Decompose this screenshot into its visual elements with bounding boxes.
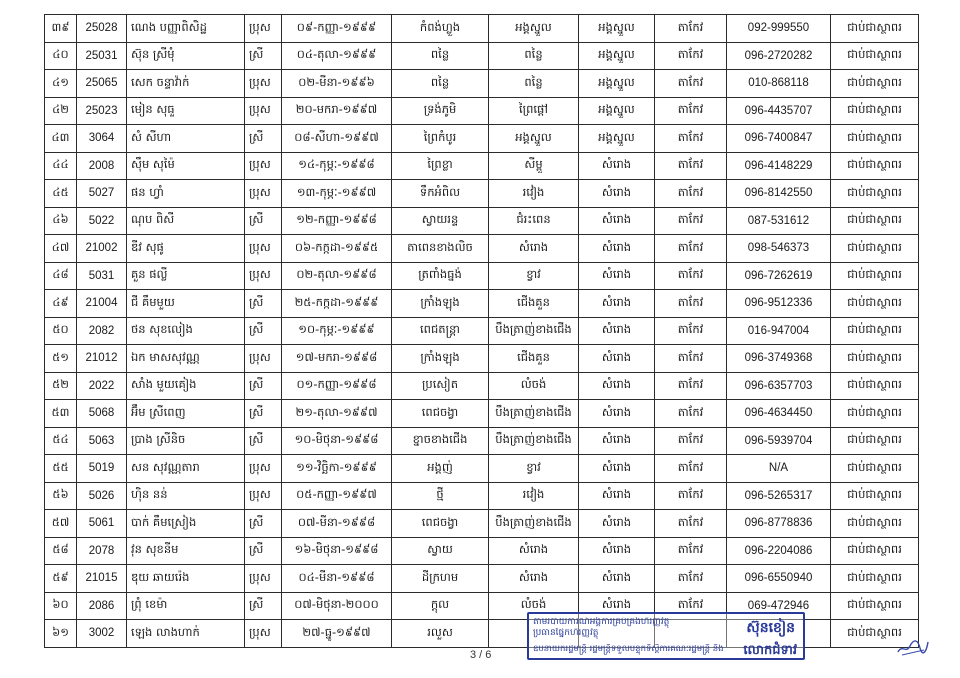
date-of-birth-cell: ០៧-មិថុនា-២០០០ (282, 592, 392, 620)
commune-cell: បឹងត្រាញ់ខាងជើង (489, 317, 579, 345)
student-id-cell: 5027 (77, 180, 127, 208)
student-id-cell: 2022 (77, 372, 127, 400)
province-cell: តាកែវ (655, 427, 727, 455)
row-number-cell: ៤៤ (45, 152, 77, 180)
student-id-cell: 2078 (77, 537, 127, 565)
district-cell: សំរោង (579, 152, 655, 180)
district-cell: សំរោង (579, 537, 655, 565)
village-cell: ពន្លៃ (392, 70, 489, 98)
district-cell: អង្គស្នួល (579, 97, 655, 125)
table-row (45, 317, 919, 345)
commune-cell: បឹងត្រាញ់ខាងជើង (489, 510, 579, 538)
student-id-cell: 5063 (77, 427, 127, 455)
status-cell: ជាប់ជាស្ថាពរ (831, 345, 919, 373)
date-of-birth-cell: ០២-មីនា-១៩៩៦ (282, 70, 392, 98)
province-cell: តាកែវ (655, 152, 727, 180)
student-name-cell: ស៊ុន ស្រីមុំ (127, 42, 245, 70)
village-cell: ពេជចង្វា (392, 510, 489, 538)
student-id-cell: 21002 (77, 235, 127, 263)
row-number-cell: ៥៩ (45, 565, 77, 593)
row-number-cell: ៥៦ (45, 482, 77, 510)
village-cell: ថ្មី (392, 482, 489, 510)
status-cell: ជាប់ជាស្ថាពរ (831, 400, 919, 428)
province-cell: តាកែវ (655, 262, 727, 290)
province-cell: តាកែវ (655, 235, 727, 263)
student-name-cell: ឡេង លាងហាក់ (127, 620, 245, 648)
status-cell: ជាប់ជាស្ថាពរ (831, 565, 919, 593)
date-of-birth-cell: ១៣-កុម្ភៈ-១៩៩៧ (282, 180, 392, 208)
province-cell: តាកែវ (655, 345, 727, 373)
date-of-birth-cell: ១១-វិច្ឆិកា-១៩៩៩ (282, 455, 392, 483)
student-id-cell: 21015 (77, 565, 127, 593)
student-id-cell: 25023 (77, 97, 127, 125)
student-id-cell: 25031 (77, 42, 127, 70)
student-name-cell: វុន សុខនីម (127, 537, 245, 565)
student-id-cell: 21012 (77, 345, 127, 373)
official-stamp (527, 612, 805, 660)
student-name-cell: ឌុយ ឆាយរ៉េង (127, 565, 245, 593)
date-of-birth-cell: ០២-តុលា-១៩៩៨ (282, 262, 392, 290)
date-of-birth-cell: ១០-មិថុនា-១៩៩៨ (282, 427, 392, 455)
date-of-birth-cell: ០៥-កញ្ញា-១៩៩៧ (282, 482, 392, 510)
commune-cell: សំរោង (489, 565, 579, 593)
sex-cell: ប្រុស (245, 455, 282, 483)
village-cell: រលួស (392, 620, 489, 648)
commune-cell: ព្រៃផ្តៅ (489, 97, 579, 125)
village-cell: អង្គញ់ (392, 455, 489, 483)
student-name-cell: សាំង មួយគៀង (127, 372, 245, 400)
village-cell: ស្វាយ (392, 537, 489, 565)
sex-cell: ស្រី (245, 427, 282, 455)
table-row (45, 455, 919, 483)
district-cell: សំរោង (579, 427, 655, 455)
row-number-cell: ៥៧ (45, 510, 77, 538)
village-cell: ត្រពាំងធ្នង់ (392, 262, 489, 290)
table-row (45, 15, 919, 43)
sex-cell: ប្រុស (245, 482, 282, 510)
table-row (45, 345, 919, 373)
province-cell: តាកែវ (655, 565, 727, 593)
province-cell: តាកែវ (655, 592, 727, 620)
student-name-cell: ព្រុំ ខេម៉ា (127, 592, 245, 620)
district-cell: សំរោង (579, 510, 655, 538)
roster-body (45, 15, 919, 648)
village-cell: ស្វាយរន្ទ (392, 207, 489, 235)
status-cell: ជាប់ជាស្ថាពរ (831, 125, 919, 153)
status-cell: ជាប់ជាស្ថាពរ (831, 235, 919, 263)
row-number-cell: ៤៧ (45, 235, 77, 263)
village-cell: ក្រាំងឡុង (392, 290, 489, 318)
student-name-cell: សន សុវណ្ណតារា (127, 455, 245, 483)
province-cell: តាកែវ (655, 455, 727, 483)
commune-cell: ពន្លៃ (489, 70, 579, 98)
table-row (45, 290, 919, 318)
student-roster-table (44, 14, 919, 648)
row-number-cell: ៥៤ (45, 427, 77, 455)
village-cell: ពន្លៃ (392, 42, 489, 70)
date-of-birth-cell: ២៥-កក្កដា-១៩៩៩ (282, 290, 392, 318)
student-id-cell: 5061 (77, 510, 127, 538)
district-cell: សំរោង (579, 400, 655, 428)
student-name-cell: អ៊ឹម ស្រីពេញ (127, 400, 245, 428)
status-cell: ជាប់ជាស្ថាពរ (831, 207, 919, 235)
phone-number-cell: 096-4634450 (727, 400, 831, 428)
date-of-birth-cell: ១៧-មករា-១៩៩៨ (282, 345, 392, 373)
sex-cell: ស្រី (245, 510, 282, 538)
commune-cell: ជំរះពេន (489, 207, 579, 235)
date-of-birth-cell: ១៦-មិថុនា-១៩៩៨ (282, 537, 392, 565)
district-cell: សំរោង (579, 592, 655, 620)
table-row (45, 42, 919, 70)
date-of-birth-cell: ០៤-មីនា-១៩៩៨ (282, 565, 392, 593)
student-name-cell: ផន ហ្វាំ (127, 180, 245, 208)
district-cell: សំរោង (579, 372, 655, 400)
signature-scribble-icon (896, 636, 930, 658)
commune-cell: រវៀង (489, 180, 579, 208)
table-row (45, 180, 919, 208)
row-number-cell: ៤១ (45, 70, 77, 98)
phone-number-cell: 096-2720282 (727, 42, 831, 70)
student-name-cell: ឯក មាសសុវណ្ណ (127, 345, 245, 373)
village-cell: ពេជចង្វា (392, 400, 489, 428)
row-number-cell: ៤២ (45, 97, 77, 125)
province-cell: តាកែវ (655, 290, 727, 318)
province-cell: តាកែវ (655, 97, 727, 125)
phone-number-cell: 016-947004 (727, 317, 831, 345)
row-number-cell: ៣៩ (45, 15, 77, 43)
student-name-cell: ណុប ពិសី (127, 207, 245, 235)
student-id-cell: 5031 (77, 262, 127, 290)
sex-cell: ស្រី (245, 42, 282, 70)
phone-number-cell: 096-6357703 (727, 372, 831, 400)
sex-cell: ប្រុស (245, 15, 282, 43)
village-cell: ទ្រង់ភូមិ (392, 97, 489, 125)
phone-number-cell: 096-7262619 (727, 262, 831, 290)
village-cell: កំពង់ហ្លួង (392, 15, 489, 43)
student-id-cell: 3002 (77, 620, 127, 648)
village-cell: ដីក្រហម (392, 565, 489, 593)
sex-cell: ស្រី (245, 537, 282, 565)
table-row (45, 565, 919, 593)
table-row (45, 152, 919, 180)
village-cell: ទឹកអំពិល (392, 180, 489, 208)
district-cell: សំរោង (579, 180, 655, 208)
date-of-birth-cell: ២៧-ធ្នូ-១៩៩៧ (282, 620, 392, 648)
sex-cell: ស្រី (245, 372, 282, 400)
row-number-cell: ៦០ (45, 592, 77, 620)
student-name-cell: ណេង បញ្ញាពិសិដ្ឋ (127, 15, 245, 43)
commune-cell: អង្គស្នួល (489, 15, 579, 43)
date-of-birth-cell: ០៨-សីហា-១៩៩៧ (282, 125, 392, 153)
province-cell: តាកែវ (655, 482, 727, 510)
province-cell: តាកែវ (655, 42, 727, 70)
sex-cell: ស្រី (245, 592, 282, 620)
student-name-cell: បាក់ គឹមស្រៀង (127, 510, 245, 538)
row-number-cell: ៥៣ (45, 400, 77, 428)
student-name-cell: ថន សុខលៀង (127, 317, 245, 345)
table-row (45, 482, 919, 510)
student-name-cell: សំ សីហា (127, 125, 245, 153)
status-cell: ជាប់ជាស្ថាពរ (831, 42, 919, 70)
stamp-line-2: ប្រធានផ្នែកហិរញ្ញវត្ថុ (533, 628, 599, 638)
row-number-cell: ៤៥ (45, 180, 77, 208)
phone-number-cell: 098-546373 (727, 235, 831, 263)
village-cell: ខ្នាចខាងជើង (392, 427, 489, 455)
province-cell: តាកែវ (655, 207, 727, 235)
status-cell: ជាប់ជាស្ថាពរ (831, 372, 919, 400)
table-row (45, 207, 919, 235)
row-number-cell: ៥០ (45, 317, 77, 345)
village-cell: ប្រសៀត (392, 372, 489, 400)
sex-cell: ប្រុស (245, 152, 282, 180)
province-cell: តាកែវ (655, 400, 727, 428)
table-row (45, 97, 919, 125)
status-cell: ជាប់ជាស្ថាពរ (831, 592, 919, 620)
row-number-cell: ៥៥ (45, 455, 77, 483)
row-number-cell: ៤៦ (45, 207, 77, 235)
status-cell: ជាប់ជាស្ថាពរ (831, 180, 919, 208)
status-cell: ជាប់ជាស្ថាពរ (831, 262, 919, 290)
date-of-birth-cell: ២១-តុលា-១៩៩៧ (282, 400, 392, 428)
village-cell: ព្រៃខ្លា (392, 152, 489, 180)
roster-sheet (44, 14, 918, 648)
province-cell: តាកែវ (655, 15, 727, 43)
phone-number-cell: 096-3749368 (727, 345, 831, 373)
student-name-cell: សេក ចន្ទាវ៉ាក់ (127, 70, 245, 98)
sex-cell: ប្រុស (245, 97, 282, 125)
commune-cell: លំចង់ (489, 592, 579, 620)
sex-cell: ប្រុស (245, 345, 282, 373)
commune-cell: ខ្វាវ (489, 455, 579, 483)
student-id-cell: 5026 (77, 482, 127, 510)
table-row (45, 427, 919, 455)
student-name-cell: ជី គឹមមួយ (127, 290, 245, 318)
commune-cell: សំរោង (489, 235, 579, 263)
sex-cell: ប្រុស (245, 180, 282, 208)
phone-number-cell: 096-2204086 (727, 537, 831, 565)
status-cell: ជាប់ជាស្ថាពរ (831, 97, 919, 125)
village-cell: ព្រៃកំបូរ (392, 125, 489, 153)
district-cell: សំរោង (579, 317, 655, 345)
status-cell: ជាប់ជាស្ថាពរ (831, 482, 919, 510)
district-cell: សំរោង (579, 482, 655, 510)
table-row (45, 235, 919, 263)
date-of-birth-cell: ០៧-មីនា-១៩៩៨ (282, 510, 392, 538)
phone-number-cell: 096-6550940 (727, 565, 831, 593)
student-id-cell: 2086 (77, 592, 127, 620)
sex-cell: ប្រុស (245, 262, 282, 290)
table-row (45, 372, 919, 400)
commune-cell: សីម្ពួ (489, 152, 579, 180)
district-cell: សំរោង (579, 565, 655, 593)
phone-number-cell: 096-7400847 (727, 125, 831, 153)
row-number-cell: ៤៩ (45, 290, 77, 318)
student-name-cell: ឌីវ សុផូ (127, 235, 245, 263)
commune-cell: ពន្លៃ (489, 42, 579, 70)
stamp-signature-title: លោកជំទាវ (743, 643, 797, 658)
row-number-cell: ៦១ (45, 620, 77, 648)
phone-number-cell: 092-999550 (727, 15, 831, 43)
student-name-cell: ហ៊ិន នន់ (127, 482, 245, 510)
sex-cell: ប្រុស (245, 70, 282, 98)
student-name-cell: ប្រាង ស្រីនិច (127, 427, 245, 455)
student-id-cell: 5068 (77, 400, 127, 428)
village-cell: តាពេនខាងលិច (392, 235, 489, 263)
student-name-cell: មៀន សុធួ (127, 97, 245, 125)
province-cell: តាកែវ (655, 125, 727, 153)
province-cell: តាកែវ (655, 537, 727, 565)
row-number-cell: ៤៨ (45, 262, 77, 290)
student-id-cell: 2008 (77, 152, 127, 180)
status-cell: ជាប់ជាស្ថាពរ (831, 152, 919, 180)
status-cell: ជាប់ជាស្ថាពរ (831, 510, 919, 538)
date-of-birth-cell: ០១-កញ្ញា-១៩៩៨ (282, 372, 392, 400)
stamp-signature-name: ស៊ុនខៀន (746, 620, 795, 636)
phone-number-cell: 096-8778836 (727, 510, 831, 538)
row-number-cell: ៤៣ (45, 125, 77, 153)
table-row (45, 262, 919, 290)
sex-cell: ស្រី (245, 317, 282, 345)
student-id-cell: 25065 (77, 70, 127, 98)
date-of-birth-cell: ០៤-តុលា-១៩៩៩ (282, 42, 392, 70)
commune-cell: លំចង់ (489, 372, 579, 400)
status-cell: ជាប់ជាស្ថាពរ (831, 15, 919, 43)
province-cell: តាកែវ (655, 317, 727, 345)
commune-cell: បឹងត្រាញ់ខាងជើង (489, 400, 579, 428)
status-cell: ជាប់ជាស្ថាពរ (831, 455, 919, 483)
sex-cell: ស្រី (245, 125, 282, 153)
date-of-birth-cell: ១០-កុម្ភៈ-១៩៩៩ (282, 317, 392, 345)
commune-cell: បឹងត្រាញ់ខាងជើង (489, 427, 579, 455)
student-id-cell: 25028 (77, 15, 127, 43)
commune-cell: ជើងគួន (489, 345, 579, 373)
province-cell: តាកែវ (655, 372, 727, 400)
province-cell: តាកែវ (655, 180, 727, 208)
phone-number-cell: 096-4435707 (727, 97, 831, 125)
phone-number-cell: 087-531612 (727, 207, 831, 235)
status-cell: ជាប់ជាស្ថាពរ (831, 620, 919, 648)
date-of-birth-cell: ២០-មករា-១៩៩៧ (282, 97, 392, 125)
sex-cell: ប្រុស (245, 620, 282, 648)
date-of-birth-cell: ១២-កញ្ញា-១៩៩៨ (282, 207, 392, 235)
province-cell: តាកែវ (655, 70, 727, 98)
village-cell: ក្រាំងឡុង (392, 345, 489, 373)
student-name-cell: ស៊ឹម សុម៉ៃ (127, 152, 245, 180)
district-cell: សំរោង (579, 455, 655, 483)
phone-number-cell: 096-5939704 (727, 427, 831, 455)
row-number-cell: ៥២ (45, 372, 77, 400)
district-cell: សំរោង (579, 262, 655, 290)
student-id-cell: 3064 (77, 125, 127, 153)
date-of-birth-cell: ១៤-កុម្ភៈ-១៩៩៨ (282, 152, 392, 180)
district-cell: សំរោង (579, 207, 655, 235)
commune-cell: សំរោង (489, 537, 579, 565)
sex-cell: ប្រុស (245, 235, 282, 263)
stamp-line-3: ឧបនាយករដ្ឋមន្ត្រី រដ្ឋមន្ត្រីទទួលបន្ទុកទីស្តីការគណៈរដ្ឋមន្ត្រី និង (533, 644, 724, 654)
province-cell: តាកែវ (655, 510, 727, 538)
village-cell: ពេជតន្ត្រា (392, 317, 489, 345)
student-id-cell: 5019 (77, 455, 127, 483)
status-cell: ជាប់ជាស្ថាពរ (831, 290, 919, 318)
commune-cell: ខ្វាវ (489, 262, 579, 290)
date-of-birth-cell: ០៦-កក្កដា-១៩៩៥ (282, 235, 392, 263)
sex-cell: ស្រី (245, 400, 282, 428)
student-id-cell: 21004 (77, 290, 127, 318)
district-cell: សំរោង (579, 290, 655, 318)
village-cell: ក្តុល (392, 592, 489, 620)
district-cell: អង្គស្នួល (579, 70, 655, 98)
table-row (45, 125, 919, 153)
table-row (45, 510, 919, 538)
student-id-cell: 5022 (77, 207, 127, 235)
status-cell: ជាប់ជាស្ថាពរ (831, 70, 919, 98)
row-number-cell: ៥១ (45, 345, 77, 373)
student-name-cell: គួន ផល្លី (127, 262, 245, 290)
status-cell: ជាប់ជាស្ថាពរ (831, 427, 919, 455)
phone-number-cell: 010-868118 (727, 70, 831, 98)
table-row (45, 400, 919, 428)
phone-number-cell: 096-5265317 (727, 482, 831, 510)
table-row (45, 70, 919, 98)
commune-cell: ជើងគួន (489, 290, 579, 318)
row-number-cell: ៤០ (45, 42, 77, 70)
phone-number-cell: N/A (727, 455, 831, 483)
phone-number-cell: 096-4148229 (727, 152, 831, 180)
district-cell: អង្គស្នួល (579, 15, 655, 43)
status-cell: ជាប់ជាស្ថាពរ (831, 537, 919, 565)
sex-cell: ស្រី (245, 290, 282, 318)
phone-number-cell: 096-8142550 (727, 180, 831, 208)
district-cell: អង្គស្នួល (579, 42, 655, 70)
commune-cell: អង្គស្នួល (489, 125, 579, 153)
district-cell: សំរោង (579, 345, 655, 373)
stamp-line-1: តាមរបាយការណ៍អង្គការគ្រប់គ្រងហិរញ្ញវត្ថុ (533, 617, 670, 627)
district-cell: អង្គស្នួល (579, 125, 655, 153)
status-cell: ជាប់ជាស្ថាពរ (831, 317, 919, 345)
commune-cell: រវៀង (489, 482, 579, 510)
student-id-cell: 2082 (77, 317, 127, 345)
sex-cell: ប្រុស (245, 565, 282, 593)
district-cell: សំរោង (579, 235, 655, 263)
page-number: 3 / 6 (470, 649, 492, 661)
row-number-cell: ៥៨ (45, 537, 77, 565)
phone-number-cell: 096-9512336 (727, 290, 831, 318)
phone-number-cell: 069-472946 (727, 592, 831, 620)
date-of-birth-cell: ០៩-កញ្ញា-១៩៩៩ (282, 15, 392, 43)
table-row (45, 537, 919, 565)
sex-cell: ស្រី (245, 207, 282, 235)
